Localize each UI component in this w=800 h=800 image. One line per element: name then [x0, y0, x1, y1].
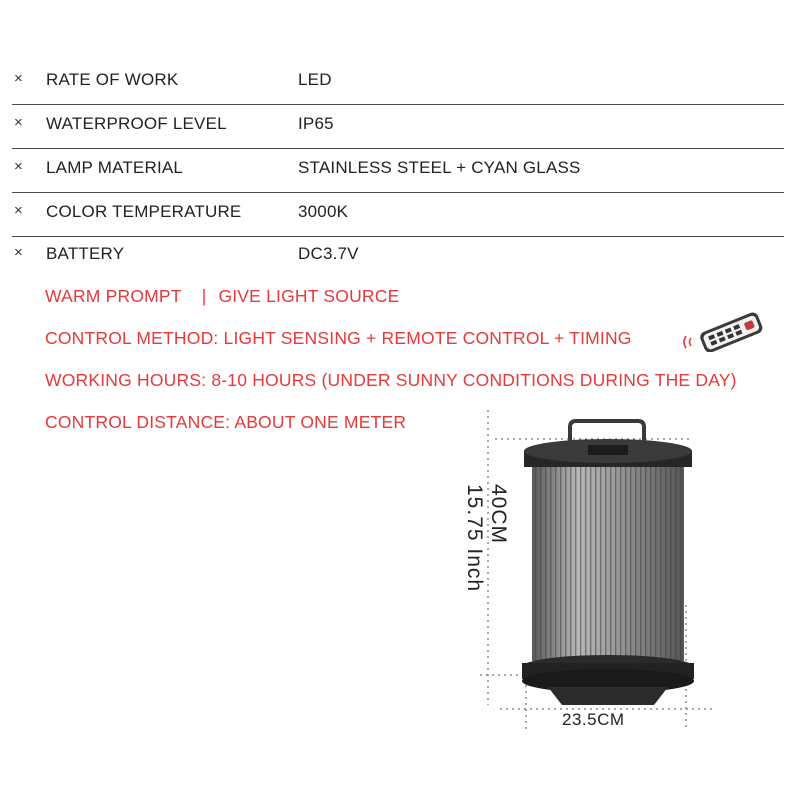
spec-value: 3000K: [298, 202, 349, 221]
height-dimension: [450, 484, 510, 654]
spec-value: STAINLESS STEEL + CYAN GLASS: [298, 158, 581, 177]
spec-row-color-temperature: [12, 196, 784, 237]
close-icon: ×: [14, 244, 23, 261]
spec-row-battery: [12, 238, 784, 278]
spec-label: BATTERY: [46, 244, 125, 263]
working-hours-text: WORKING HOURS: 8-10 HOURS (UNDER SUNNY CONDITIONS DURING THE DAY): [45, 370, 737, 390]
spec-label: LAMP MATERIAL: [46, 158, 184, 177]
warm-prompt-line: [45, 286, 399, 307]
spec-value: LED: [298, 70, 332, 89]
spec-row-waterproof-level: [12, 108, 784, 149]
height-cm-label: 40CM: [487, 484, 510, 545]
give-light-label: GIVE LIGHT SOURCE: [218, 286, 400, 306]
width-cm-label: 23.5CM: [562, 710, 625, 729]
close-icon: ×: [14, 114, 23, 131]
separator: |: [201, 286, 207, 306]
spec-label: RATE OF WORK: [46, 70, 179, 89]
control-method-text: CONTROL METHOD: LIGHT SENSING + REMOTE CONTROL + TIMING: [45, 328, 632, 348]
close-icon: ×: [14, 158, 23, 175]
spec-label: WATERPROOF LEVEL: [46, 114, 227, 133]
control-distance-text: CONTROL DISTANCE: ABOUT ONE METER: [45, 412, 407, 432]
close-icon: ×: [14, 202, 23, 219]
spec-row-lamp-material: [12, 152, 784, 193]
warm-prompt-label: WARM PROMPT: [45, 286, 182, 306]
spec-value: IP65: [298, 114, 334, 133]
spec-value: DC3.7V: [298, 244, 359, 263]
close-icon: ×: [14, 70, 23, 87]
height-inch-label: 15.75 Inch: [463, 484, 486, 593]
spec-row-rate-of-work: [12, 64, 784, 105]
remote-control-icon: [680, 308, 770, 352]
spec-label: COLOR TEMPERATURE: [46, 202, 242, 221]
